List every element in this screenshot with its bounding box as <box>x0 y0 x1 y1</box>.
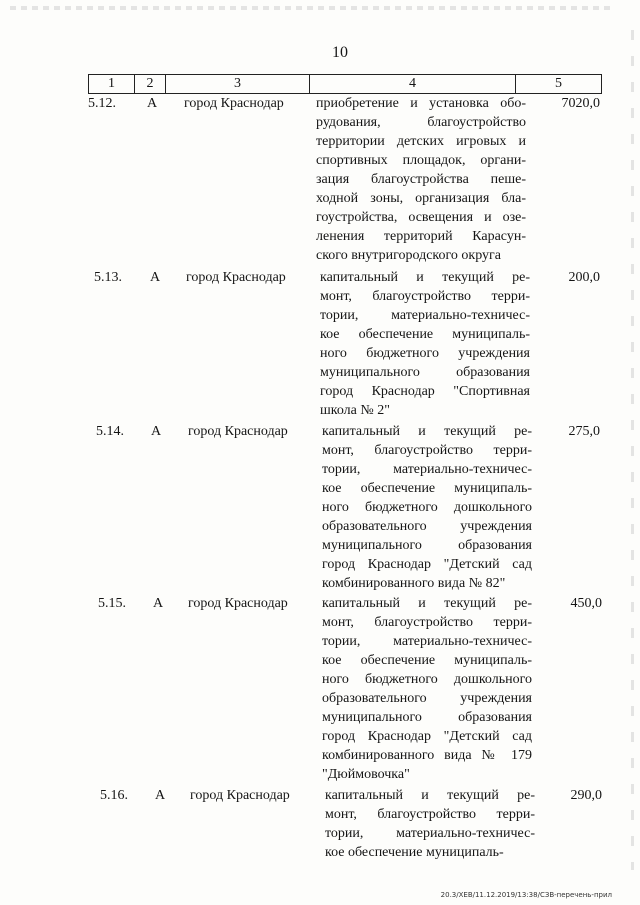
description-line: ного бюджетного дошкольного <box>322 500 532 515</box>
description-line: комбинированного вида № 179 <box>322 748 532 763</box>
description-line: монт, благоустройство терри- <box>322 615 532 630</box>
description-line: ного бюджетного дошкольного <box>322 672 532 687</box>
description-line: ходной зоны, организация бла- <box>316 191 526 206</box>
row-amount: 200,0 <box>568 270 600 285</box>
scan-artifact-top <box>10 6 610 10</box>
description-line: капитальный и текущий ре- <box>320 270 530 285</box>
row-number: 5.13. <box>94 270 122 285</box>
row-amount: 450,0 <box>570 596 602 611</box>
row-city: город Краснодар <box>184 96 284 111</box>
header-col-2: 2 <box>135 75 166 93</box>
description-line: капитальный и текущий ре- <box>325 788 535 803</box>
row-city: город Краснодар <box>186 270 286 285</box>
description-line: город Краснодар "Детский сад <box>322 557 532 572</box>
description-line: монт, благоустройство терри- <box>322 443 532 458</box>
description-line: кое обеспечение муниципаль- <box>325 845 504 860</box>
description-line: тории, материально-техничес- <box>320 308 530 323</box>
description-line: зация благоустройства пеше- <box>316 172 526 187</box>
row-city: город Краснодар <box>188 596 288 611</box>
description-line: город Краснодар "Детский сад <box>322 729 532 744</box>
row-description <box>325 786 535 862</box>
description-line: территории детских игровых и <box>316 134 526 149</box>
description-line: монт, благоустройство терри- <box>325 807 535 822</box>
row-category: А <box>153 596 164 611</box>
row-category: А <box>150 270 161 285</box>
description-line: "Дюймовочка" <box>322 767 410 782</box>
header-col-4: 4 <box>310 75 516 93</box>
description-line: тории, материально-техничес- <box>322 634 532 649</box>
description-line: гоустройства, освещения и озе- <box>316 210 526 225</box>
description-line: кое обеспечение муниципаль- <box>322 653 532 668</box>
row-category: А <box>147 96 158 111</box>
description-line: капитальный и текущий ре- <box>322 424 532 439</box>
row-number: 5.15. <box>98 596 126 611</box>
row-number: 5.12. <box>88 96 116 111</box>
description-line: тории, материально-техничес- <box>325 826 535 841</box>
row-city: город Краснодар <box>190 788 290 803</box>
row-number: 5.16. <box>100 788 128 803</box>
description-line: комбинированного вида № 82" <box>322 576 506 591</box>
description-line: образовательного учреждения <box>322 691 532 706</box>
description-line: тории, материально-техничес- <box>322 462 532 477</box>
description-line: ленения территорий Карасун- <box>316 229 526 244</box>
row-description <box>320 268 530 420</box>
row-number: 5.14. <box>96 424 124 439</box>
description-line: школа № 2" <box>320 403 390 418</box>
row-amount: 7020,0 <box>561 96 600 111</box>
description-line: муниципального образования <box>320 365 530 380</box>
row-category: А <box>151 424 162 439</box>
scan-artifact-right <box>631 30 634 870</box>
description-line: ского внутригородского округа <box>316 248 501 263</box>
description-line: спортивных площадок, органи- <box>316 153 526 168</box>
description-line: монт, благоустройство терри- <box>320 289 530 304</box>
description-line: капитальный и текущий ре- <box>322 596 532 611</box>
description-line: образовательного учреждения <box>322 519 532 534</box>
description-line: рудования, благоустройство <box>316 115 526 130</box>
row-amount: 275,0 <box>568 424 600 439</box>
row-city: город Краснодар <box>188 424 288 439</box>
header-col-1: 1 <box>89 75 135 93</box>
description-line: ного бюджетного учреждения <box>320 346 530 361</box>
row-description <box>322 594 532 784</box>
footer-stamp: 20.3/ХЕВ/11.12.2019/13:38/СЗВ-перечень-прил <box>440 891 612 899</box>
description-line: город Краснодар "Спортивная <box>320 384 530 399</box>
description-line: приобретение и установка обо- <box>316 96 526 111</box>
row-category: А <box>155 788 166 803</box>
description-line: кое обеспечение муниципаль- <box>320 327 530 342</box>
table-header-row <box>88 74 602 94</box>
row-amount: 290,0 <box>570 788 602 803</box>
row-description <box>316 94 526 265</box>
header-col-3: 3 <box>166 75 310 93</box>
description-line: муниципального образования <box>322 710 532 725</box>
description-line: муниципального образования <box>322 538 532 553</box>
header-col-5: 5 <box>555 76 562 91</box>
page-number: 10 <box>332 44 348 61</box>
description-line: кое обеспечение муниципаль- <box>322 481 532 496</box>
row-description <box>322 422 532 593</box>
